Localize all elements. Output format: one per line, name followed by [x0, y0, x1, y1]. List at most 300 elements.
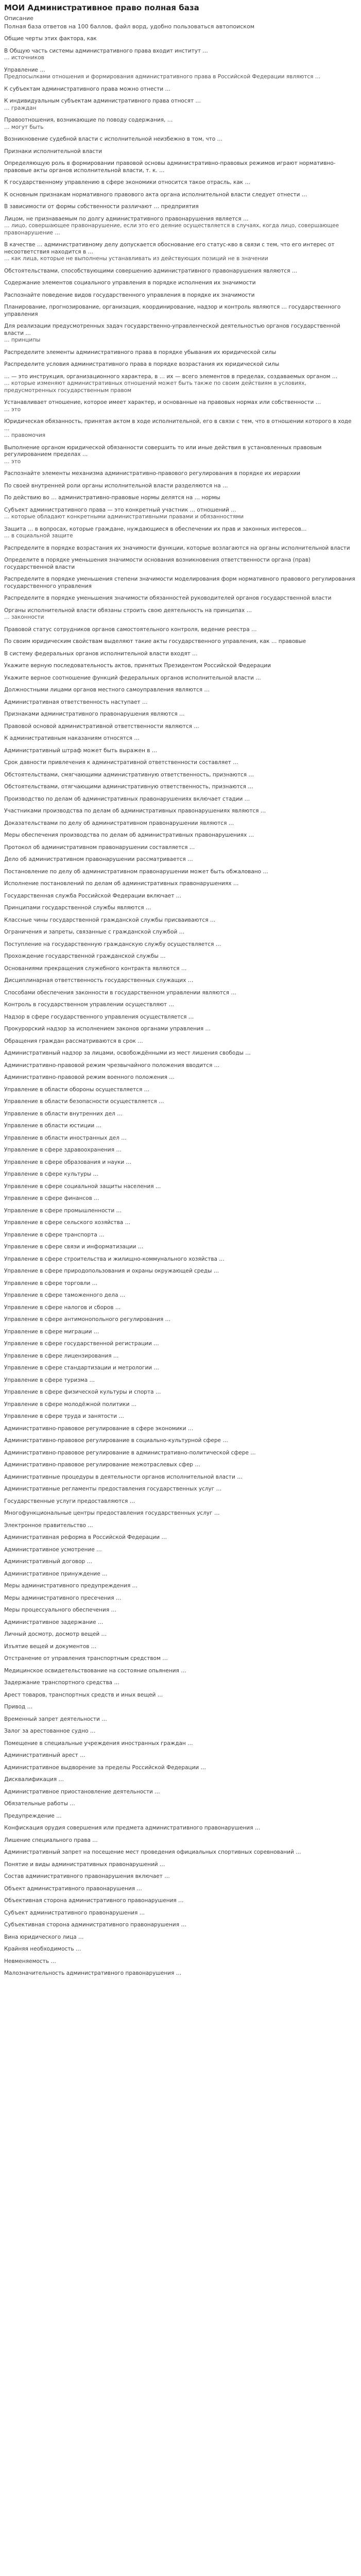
question-text: Общие черты этих фактора, как: [4, 36, 97, 42]
question-text: Управление в сфере налогов и сборов …: [4, 1304, 121, 1311]
question-item: [4, 784, 357, 791]
question-text: Управление в сфере миграции …: [4, 1328, 99, 1335]
question-item: [4, 1970, 357, 1977]
question-text: Определите в порядке уменьшения значимости основания возникновения ответственности органа (прав) государственной власти: [4, 557, 311, 570]
question-text: Задержание транспортного средства …: [4, 1680, 119, 1686]
question-text: Состав административного правонарушения включает …: [4, 1873, 170, 1879]
question-text: Отстранение от управления транспортным средством …: [4, 1655, 168, 1662]
question-text: Распознайте поведение видов государственного управления в порядке их значимости: [4, 292, 255, 298]
question-item: [4, 1934, 357, 1941]
answer-text: Предпосылками отношения и формирования административного права в Российской Федерации являются …: [4, 74, 321, 80]
question-item: [4, 292, 357, 299]
question-item: [4, 1038, 357, 1045]
question-text: Управление в области внутренних дел …: [4, 1110, 123, 1117]
question-item: [4, 1087, 357, 1094]
question-item: [4, 1595, 357, 1602]
question-text: К государственному управлению в сфере экономики относится такое отрасль, как …: [4, 179, 250, 185]
question-text: Изъятие вещей и документов …: [4, 1643, 97, 1650]
question-text: Административный арест …: [4, 1752, 85, 1758]
question-text: Правовой статус сотрудников органов самостоятельного контроля, ведение реестра …: [4, 626, 257, 633]
question-item: [4, 1377, 357, 1384]
question-text: Управление в сфере культуры …: [4, 1171, 98, 1177]
question-text: Вина юридического лица …: [4, 1934, 84, 1940]
question-text: Привод …: [4, 1704, 33, 1710]
question-item: [4, 663, 357, 670]
question-text: Управление в сфере социальной защиты населения …: [4, 1183, 161, 1190]
question-item: [4, 1740, 357, 1748]
question-text: Защита … в вопросах, которые граждане, нуждающиеся в обеспечении их прав и законных интересов…: [4, 526, 307, 532]
question-text: Управление в сфере стандартизации и метрологии …: [4, 1365, 159, 1371]
question-item: [4, 1183, 357, 1191]
question-text: Распределите условия административного права в порядке возрастания их юридической силы: [4, 361, 280, 367]
question-text: Управление в сфере антимонопольного регулирования …: [4, 1316, 170, 1323]
question-item: [4, 1014, 357, 1021]
question-item: [4, 86, 357, 93]
question-item: [4, 1474, 357, 1481]
question-item: [4, 268, 357, 275]
question-item: [4, 1171, 357, 1178]
answer-text: … могут быть: [4, 124, 44, 130]
question-text: Обязательные работы …: [4, 1801, 75, 1807]
question-item: [4, 1813, 357, 1820]
question-item: [4, 470, 357, 478]
question-text: Субъективная сторона административного правонарушения …: [4, 1922, 186, 1928]
question-item: [4, 820, 357, 827]
question-item: [4, 1510, 357, 1517]
question-item: [4, 1316, 357, 1324]
question-text: Срок давности привлечения к административной ответственности составляет …: [4, 759, 238, 766]
question-item: [4, 1752, 357, 1759]
question-item: [4, 1861, 357, 1869]
question-item: [4, 880, 357, 888]
question-text: Управление в сфере финансов …: [4, 1195, 99, 1201]
question-text: Крайняя необходимость …: [4, 1946, 81, 1952]
question-text: Государственные услуги предоставляются …: [4, 1498, 135, 1504]
question-item: [4, 953, 357, 960]
question-item: [4, 1680, 357, 1687]
question-text: Меры процессуального обеспечения …: [4, 1607, 116, 1613]
question-item: [4, 869, 357, 876]
question-text: Для реализации предусмотренных задач государственно-управленческой деятельностью органов государственной власти …: [4, 323, 340, 336]
question-text: Обстоятельствами, отягчающими административную ответственность, признаются …: [4, 784, 253, 790]
question-text: Поступление на государственную гражданскую службу осуществляется …: [4, 941, 221, 947]
question-item: [4, 1946, 357, 1953]
question-item: [4, 148, 357, 156]
question-item: [4, 905, 357, 912]
question-text: К административным наказаниям относятся …: [4, 735, 140, 741]
question-item: [4, 1873, 357, 1880]
question-item: [4, 1692, 357, 1699]
question-text: К основным признакам нормативного правового акта органа исполнительной власти следует отнести …: [4, 191, 307, 198]
question-text: Субъект административного правонарушения …: [4, 1909, 145, 1916]
question-text: Меры административного пресечения …: [4, 1595, 122, 1601]
question-text: Выполнение органом юридической обязанности совершить то или иные действия в установленных правовым регулированием пределах …: [4, 444, 322, 457]
question-text: Управление в сфере образования и науки …: [4, 1159, 132, 1165]
question-item: [4, 711, 357, 718]
question-item: [4, 699, 357, 706]
question-text: В качестве … административному делу допускается обоснование его статус-кво в связи с тем, что его интерес от несоответствия находится в …: [4, 242, 335, 255]
question-item: [4, 651, 357, 658]
question-item: [4, 1353, 357, 1360]
question-text: Управление в сфере молодёжной политики …: [4, 1401, 137, 1408]
question-item: [4, 796, 357, 803]
question-text: Управление в сфере труда и занятости …: [4, 1413, 124, 1419]
question-item: [4, 1776, 357, 1784]
question-text: Понятие и виды административных правонарушений …: [4, 1861, 165, 1868]
question-text: Временный запрет деятельности …: [4, 1716, 107, 1722]
question-item: [4, 1922, 357, 1929]
question-text: Органы исполнительной власти обязаны строить свою деятельность на принципах …: [4, 607, 252, 614]
question-item: [4, 1026, 357, 1033]
question-item: [4, 1668, 357, 1675]
description-text: Полная база ответов на 100 баллов, файл ворд, удобно пользоваться автопоиском: [4, 23, 255, 30]
question-text: Устанавливает отношение, которое имеет характер, и основанные на правовых нормах или собственности …: [4, 399, 321, 405]
question-item: [4, 1365, 357, 1372]
question-text: Признаки исполнительной власти: [4, 148, 102, 155]
question-text: Управление в области юстиции …: [4, 1123, 102, 1129]
question-text: Управление в сфере туризма …: [4, 1377, 95, 1383]
question-item: [4, 1547, 357, 1554]
question-item: [4, 1583, 357, 1590]
question-text: Распределите в порядке возрастания их значимости функции, которые возлагаются на органы исполнительной власти: [4, 545, 350, 551]
question-text: Административная реформа в Российской Федерации …: [4, 1534, 167, 1540]
answer-text: … это: [4, 458, 21, 465]
question-text: К субъектам административного права можно отнести …: [4, 86, 170, 92]
question-text: Административно-правовой режим чрезвычайного положения вводится …: [4, 1062, 220, 1069]
question-item: [4, 1631, 357, 1638]
question-item: [4, 638, 357, 646]
question-item: [4, 216, 357, 237]
question-item: [4, 1437, 357, 1445]
question-text: Медицинское освидетельствование на состояние опьянения …: [4, 1667, 186, 1674]
question-text: Правоотношения, возникающие по поводу содержания, …: [4, 117, 173, 123]
question-item: [4, 1280, 357, 1287]
question-item: [4, 1825, 357, 1832]
question-item: [4, 1413, 357, 1420]
question-text: Прокурорский надзор за исполнением законов органами управления …: [4, 1026, 211, 1032]
answer-text: … законности: [4, 614, 44, 620]
question-item: [4, 1801, 357, 1808]
question-text: Юридическая обязанность, принятая актом в ходе исполнительной, его в связи с тем, что в отношении которого в ходе …: [4, 418, 352, 432]
question-item: [4, 204, 357, 211]
question-item: [4, 67, 357, 81]
question-text: Административная ответственность наступает …: [4, 699, 148, 705]
question-item: [4, 323, 357, 344]
question-item: [4, 1208, 357, 1215]
question-item: [4, 1219, 357, 1227]
question-text: Обращения граждан рассматриваются в срок …: [4, 1038, 143, 1044]
question-text: Лишение специального права …: [4, 1837, 98, 1843]
question-text: Малозначительность административного правонарушения …: [4, 1970, 182, 1976]
question-item: [4, 1002, 357, 1009]
document-title: МОИ Административное право полная база: [4, 3, 199, 12]
question-item: [4, 1655, 357, 1663]
question-text: Обстоятельствами, способствующими совершению административного правонарушения являются …: [4, 267, 298, 274]
question-text: Классные чины государственной гражданской службы присваиваются …: [4, 917, 216, 923]
question-text: Административный надзор за лицами, освобождёнными из мест лишения свободы …: [4, 1050, 251, 1056]
question-item: [4, 1765, 357, 1772]
question-item: [4, 1232, 357, 1239]
question-item: [4, 1450, 357, 1457]
question-text: Административно-правовое регулирование в сфере экономики …: [4, 1425, 194, 1432]
question-item: [4, 1268, 357, 1275]
question-text: Меры административного предупреждения …: [4, 1583, 138, 1589]
question-item: [4, 1098, 357, 1106]
answer-text: … граждан: [4, 105, 37, 111]
question-item: [4, 941, 357, 948]
question-item: [4, 374, 357, 395]
question-text: Участниками производства по делам об административных правонарушениях являются …: [4, 808, 266, 814]
question-text: Определяющую роль в формировании правовой основы административно-правовых режимов играют нормативно-правовые акты органов исполнительной власти, т. к. …: [4, 160, 336, 174]
question-item: [4, 1789, 357, 1796]
question-text: Административное приостановление деятельности …: [4, 1788, 160, 1795]
question-text: В систему федеральных органов исполнительной власти входят …: [4, 650, 198, 657]
question-text: Административное задержание …: [4, 1619, 104, 1625]
question-text: Административное усмотрение …: [4, 1546, 102, 1553]
question-text: Распознайте элементы механизма административно-правового регулирования в порядке их иерархии: [4, 470, 301, 477]
question-text: По своим юридическим свойствам выделяют такие акты государственного управления, как … правовые: [4, 638, 306, 645]
question-item: [4, 1401, 357, 1409]
question-item: [4, 808, 357, 815]
question-text: Укажите верную последовательность актов, принятых Президентом Российской Федерации: [4, 663, 271, 669]
question-item: [4, 626, 357, 634]
question-text: Управление в сфере таможенного дела …: [4, 1292, 126, 1298]
question-item: [4, 48, 357, 62]
question-text: Признаками административного правонарушения являются …: [4, 711, 185, 717]
question-text: Производство по делам об административных правонарушениях включает стадии …: [4, 795, 250, 802]
question-item: [4, 723, 357, 731]
description-label: Описание: [4, 15, 33, 22]
question-item: [4, 844, 357, 852]
question-text: Должностными лицами органов местного самоуправления являются …: [4, 687, 210, 693]
question-text: Укажите верное соотношение функций федеральных органов исполнительной власти …: [4, 674, 261, 681]
question-item: [4, 1498, 357, 1505]
answer-text: … которые изменяют административных отношений может быть также по своим действиям в условиях, предусмотренных государственным правом: [4, 380, 306, 394]
question-item: [4, 1292, 357, 1299]
question-text: Распределите в порядке уменьшения степени значимости моделирования форм нормативного правового регулирования государственного управления: [4, 576, 355, 589]
question-item: [4, 418, 357, 439]
question-text: … — это инструкция, организационного характера, в … их — всего элементов в пределах, создаваемых органом …: [4, 373, 338, 380]
question-item: [4, 1849, 357, 1856]
question-text: Управление в сфере строительства и жилищно-коммунального хозяйства …: [4, 1256, 225, 1262]
question-item: [4, 1244, 357, 1251]
question-text: Субъект административного права — это конкретный участник … отношений …: [4, 506, 236, 513]
question-text: Меры обеспечения производства по делам об административных правонарушениях …: [4, 832, 254, 838]
question-item: [4, 526, 357, 540]
question-item: [4, 1728, 357, 1735]
question-item: [4, 748, 357, 755]
question-item: [4, 545, 357, 552]
question-text: По своей внутренней роли органы исполнительной власти разделяются на …: [4, 482, 228, 489]
question-item: [4, 160, 357, 174]
question-text: Контроль в государственном управлении осуществляют …: [4, 1002, 174, 1008]
question-item: [4, 98, 357, 112]
question-text: Управление в области иностранных дел …: [4, 1134, 127, 1141]
question-text: Арест товаров, транспортных средств и иных вещей …: [4, 1691, 163, 1698]
question-text: Многофункциональные центры предоставления государственных услуг …: [4, 1510, 220, 1516]
question-text: Обстоятельствами, смягчающими административную ответственность, признаются …: [4, 771, 254, 778]
question-text: Административный запрет на посещение мест проведения официальных спортивных соревнований …: [4, 1849, 301, 1855]
question-text: Управление в сфере промышленности …: [4, 1207, 122, 1214]
question-text: Планирование, прогнозирование, организация, координирование, надзор и контроль являются … государственного управления: [4, 304, 341, 317]
question-text: В зависимости от формы собственности различают … предприятия: [4, 204, 199, 210]
question-item: [4, 1486, 357, 1493]
question-text: Содержание элементов социального управления в порядке исполнения их значимости: [4, 280, 256, 286]
question-item: [4, 304, 357, 318]
question-item: [4, 136, 357, 143]
question-text: Управление …: [4, 66, 45, 73]
question-text: Управление в сфере физической культуры и спорта …: [4, 1389, 161, 1395]
question-item: [4, 117, 357, 131]
answer-text: … лицо, совершающее правонарушение, если это его деяние осуществляется в случаях, когда лицо, совершающее правонарушение …: [4, 223, 339, 236]
question-text: Административный договор …: [4, 1558, 93, 1565]
question-text: Управление в сфере лицензирования …: [4, 1352, 119, 1359]
question-item: [4, 1462, 357, 1469]
question-text: Административный штраф может быть выражен в …: [4, 747, 158, 754]
question-item: [4, 1062, 357, 1070]
question-text: Электронное правительство …: [4, 1522, 93, 1529]
question-item: [4, 856, 357, 863]
question-item: [4, 1643, 357, 1651]
question-item: [4, 1256, 357, 1263]
question-item: [4, 483, 357, 490]
question-text: Управление в сфере государственной регистрации …: [4, 1341, 159, 1347]
question-text: Постановление по делу об административном правонарушении может быть обжаловано …: [4, 868, 268, 875]
question-item: [4, 772, 357, 779]
question-item: [4, 1341, 357, 1348]
question-text: Административно-правовое регулирование в социально-культурной сфере …: [4, 1437, 228, 1444]
question-text: Невменяемость …: [4, 1958, 56, 1964]
question-item: [4, 399, 357, 413]
question-text: Государственная служба Российской Федерации включает …: [4, 892, 182, 899]
question-item: [4, 280, 357, 287]
answer-text: … источников: [4, 55, 44, 61]
question-item: [4, 1123, 357, 1130]
question-item: [4, 1910, 357, 1917]
question-item: [4, 1426, 357, 1433]
question-item: [4, 1619, 357, 1626]
question-text: Дисциплинарная ответственность государственных служащих …: [4, 977, 194, 984]
question-item: [4, 965, 357, 973]
question-text: Объект административного правонарушения …: [4, 1885, 142, 1892]
question-text: Личный досмотр, досмотр вещей …: [4, 1631, 107, 1637]
question-item: [4, 893, 357, 900]
question-text: Исполнение постановлений по делам об административных правонарушениях …: [4, 880, 239, 887]
question-text: Административные регламенты предоставления государственных услуг …: [4, 1486, 222, 1492]
question-item: [4, 179, 357, 187]
answer-text: … в социальной защите: [4, 533, 73, 539]
question-text: Распределите в порядке уменьшения значимости обязанностей руководителей органов государственной власти: [4, 595, 332, 601]
question-text: Надзор в сфере государственного управления осуществляется …: [4, 1013, 194, 1020]
answer-text: … это: [4, 406, 21, 413]
question-item: [4, 1886, 357, 1893]
question-item: [4, 507, 357, 521]
question-item: [4, 1704, 357, 1711]
question-item: [4, 1195, 357, 1202]
question-item: [4, 361, 357, 368]
question-text: Управление в сфере здравоохранения …: [4, 1147, 122, 1153]
question-item: [4, 1716, 357, 1723]
question-item: [4, 759, 357, 767]
question-text: Управление в сфере торговли …: [4, 1280, 98, 1286]
question-item: [4, 1837, 357, 1844]
question-text: Административные процедуры в деятельности органов исполнительной власти …: [4, 1473, 243, 1480]
answer-text: … правомочия: [4, 432, 46, 438]
question-item: [4, 675, 357, 682]
question-text: Способами обеспечения законности в государственном управлении являются …: [4, 989, 236, 996]
question-list: [4, 36, 357, 1977]
question-text: Лицом, не признаваемым по долгу административного правонарушения является …: [4, 215, 249, 222]
question-item: [4, 1159, 357, 1166]
question-text: Управление в сфере связи и информатизации …: [4, 1244, 144, 1250]
question-item: [4, 1607, 357, 1614]
question-item: [4, 1389, 357, 1396]
question-text: Протокол об административном правонарушении составляется …: [4, 844, 195, 851]
question-text: Управление в сфере сельского хозяйства …: [4, 1219, 131, 1226]
question-item: [4, 1534, 357, 1541]
question-item: [4, 1074, 357, 1081]
question-item: [4, 1571, 357, 1578]
question-text: Управление в области обороны осуществляется …: [4, 1086, 150, 1093]
question-text: Конфискация орудия совершения или предмета административного правонарушения …: [4, 1825, 261, 1831]
question-text: Дело об административном правонарушении рассматривается …: [4, 856, 193, 862]
question-text: К индивидуальным субъектам административного права относят …: [4, 98, 201, 104]
question-item: [4, 735, 357, 742]
question-text: Управление в сфере транспорта …: [4, 1231, 105, 1238]
question-item: [4, 1111, 357, 1118]
question-text: Принципами государственной службы являются …: [4, 905, 151, 911]
question-text: Дисквалификация …: [4, 1776, 64, 1783]
question-item: [4, 1147, 357, 1154]
question-item: [4, 929, 357, 936]
question-text: Доказательствами по делу об административном правонарушении являются …: [4, 820, 234, 826]
question-item: [4, 192, 357, 199]
question-text: Административное выдворение за пределы Российской Федерации …: [4, 1764, 207, 1771]
answer-text: … как лица, которые не выполнены устанавливать из действующих позиций не в значении: [4, 256, 268, 262]
question-item: [4, 36, 357, 43]
question-item: [4, 1329, 357, 1336]
question-text: Правовой основой административной ответственности являются …: [4, 723, 199, 730]
question-text: В Общую часть системы административного права входит институт …: [4, 47, 208, 54]
question-item: [4, 977, 357, 985]
question-item: [4, 576, 357, 590]
question-text: Административное принуждение …: [4, 1570, 108, 1577]
question-item: [4, 1050, 357, 1057]
question-item: [4, 1558, 357, 1566]
question-text: Управление в области безопасности осуществляется …: [4, 1098, 164, 1105]
question-text: Распределите элементы административного права в порядке убывания их юридической силы: [4, 349, 277, 355]
question-text: Административно-правовое регулирование межотраслевых сфер …: [4, 1462, 200, 1468]
question-item: [4, 595, 357, 602]
question-item: [4, 1135, 357, 1142]
question-text: Административно-правовой режим военного положения …: [4, 1074, 175, 1080]
question-text: Административно-правовое регулирование в административно-политической сфере …: [4, 1449, 256, 1456]
question-item: [4, 1897, 357, 1905]
question-text: Залог за арестованное судно …: [4, 1728, 96, 1734]
question-item: [4, 1304, 357, 1312]
question-item: [4, 687, 357, 694]
question-item: [4, 349, 357, 357]
question-text: Управление в сфере природопользования и охраны окружающей среды …: [4, 1268, 219, 1274]
question-item: [4, 1522, 357, 1530]
question-item: [4, 832, 357, 839]
answer-text: … принципы: [4, 337, 41, 343]
question-item: [4, 242, 357, 263]
question-text: Основаниями прекращения служебного контракта являются …: [4, 965, 187, 972]
question-text: Возникновение судебной власти с исполнительной неизбежно в том, что …: [4, 136, 223, 142]
question-item: [4, 607, 357, 621]
question-text: Ограничения и запреты, связанные с гражданской службой …: [4, 929, 185, 935]
